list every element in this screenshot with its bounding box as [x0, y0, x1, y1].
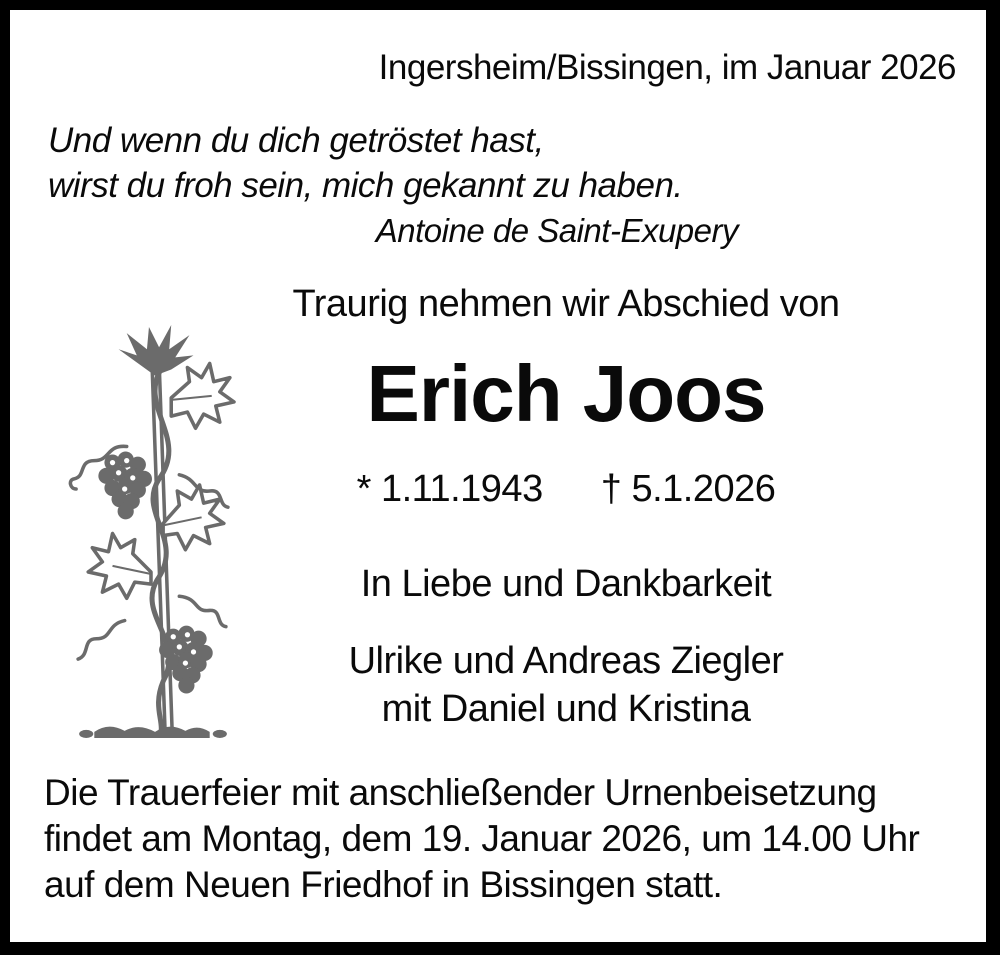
- mourners-block: [230, 637, 902, 733]
- life-dates: [230, 468, 902, 511]
- intro-line: Traurig nehmen wir Abschied von: [292, 283, 840, 325]
- death-date: † 5.1.2026: [600, 468, 776, 510]
- quote-line-1: Und wenn du dich getröstet hast,: [48, 121, 544, 160]
- birth-date: * 1.11.1943: [356, 468, 543, 510]
- funeral-line-2: findet am Montag, dem 19. Januar 2026, um 14.00 Uhr: [44, 818, 920, 859]
- notice-content: [10, 10, 986, 942]
- farewell-line: In Liebe und Dankbarkeit: [360, 563, 772, 605]
- grapevine-on-stake-icon: [62, 325, 242, 740]
- quote-attribution: Antoine de Saint-Exupery: [375, 212, 738, 249]
- mourners-line-2: mit Daniel und Kristina: [381, 688, 751, 730]
- quote-line-2: wirst du froh sein, mich gekannt zu haben.: [48, 166, 683, 205]
- funeral-line-3: auf dem Neuen Friedhof in Bissingen statt.: [44, 864, 723, 905]
- funeral-line-1: Die Trauerfeier mit anschließender Urnenbeisetzung: [44, 772, 877, 813]
- funeral-info: [44, 770, 974, 908]
- deceased-name: Erich Joos: [366, 349, 766, 438]
- dateline: Ingersheim/Bissingen, im Januar 2026: [378, 48, 956, 87]
- mourners-line-1: Ulrike und Andreas Ziegler: [348, 640, 784, 682]
